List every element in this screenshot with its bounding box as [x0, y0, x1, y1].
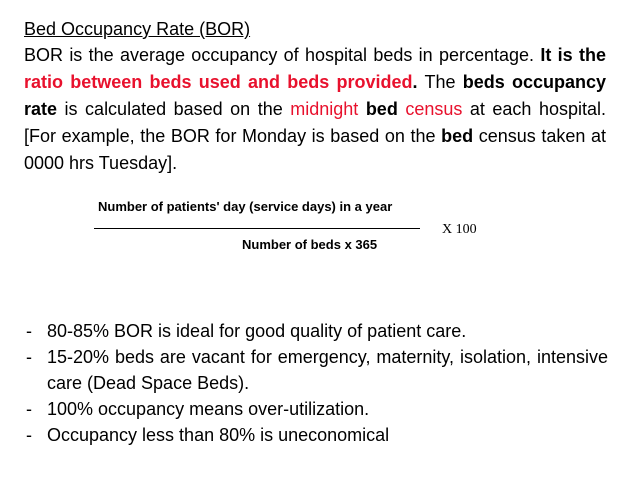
para-bold-beds-occupancy: beds occupancy rate [24, 72, 607, 119]
list-item [24, 318, 608, 344]
formula-multiplier: X 100 [442, 222, 477, 237]
definition-paragraph [24, 42, 606, 177]
para-text-4: is calculated based on the [57, 99, 291, 119]
formula-denominator: Number of beds x 365 [242, 237, 378, 252]
para-red-census: census [397, 99, 463, 119]
para-bold-bed: bed [365, 99, 398, 119]
slide-heading: Bed Occupancy Rate (BOR) [24, 19, 251, 39]
para-bold-1: It is the [540, 45, 606, 65]
bullet-text: 15-20% beds are vacant for emergency, maternity, isolation, intensive care (Dead Space Beds). [47, 347, 608, 393]
bullet-dash: - [26, 425, 32, 445]
para-red-bold-ratio: ratio between beds used and beds provided [24, 72, 413, 92]
para-bold-bed-2: bed [441, 126, 474, 146]
list-item [24, 422, 608, 448]
bullet-dash: - [26, 321, 32, 341]
para-bold-period: . [412, 72, 418, 92]
para-red-midnight: midnight [290, 99, 366, 119]
bullet-list [24, 318, 608, 448]
para-text-1: BOR is the average occupancy of hospital beds in percentage. [24, 45, 541, 65]
para-text-3: The [417, 72, 463, 92]
bullet-text: 100% occupancy means over-utilization. [47, 399, 370, 419]
para-text-6: census taken at 0000 hrs Tuesday]. [24, 126, 606, 173]
formula-numerator: Number of patients' day (service days) in a year [98, 199, 393, 214]
bullet-text: 80-85% BOR is ideal for good quality of patient care. [47, 321, 467, 341]
para-text-5: at each hospital. [For example, the BOR for Monday is based on the [24, 99, 606, 146]
bullet-text: Occupancy less than 80% is uneconomical [47, 425, 390, 445]
list-item [24, 396, 608, 422]
list-item [24, 344, 608, 396]
formula-fraction-line [94, 228, 420, 229]
bullet-dash: - [26, 399, 32, 419]
bullet-dash: - [26, 347, 32, 367]
